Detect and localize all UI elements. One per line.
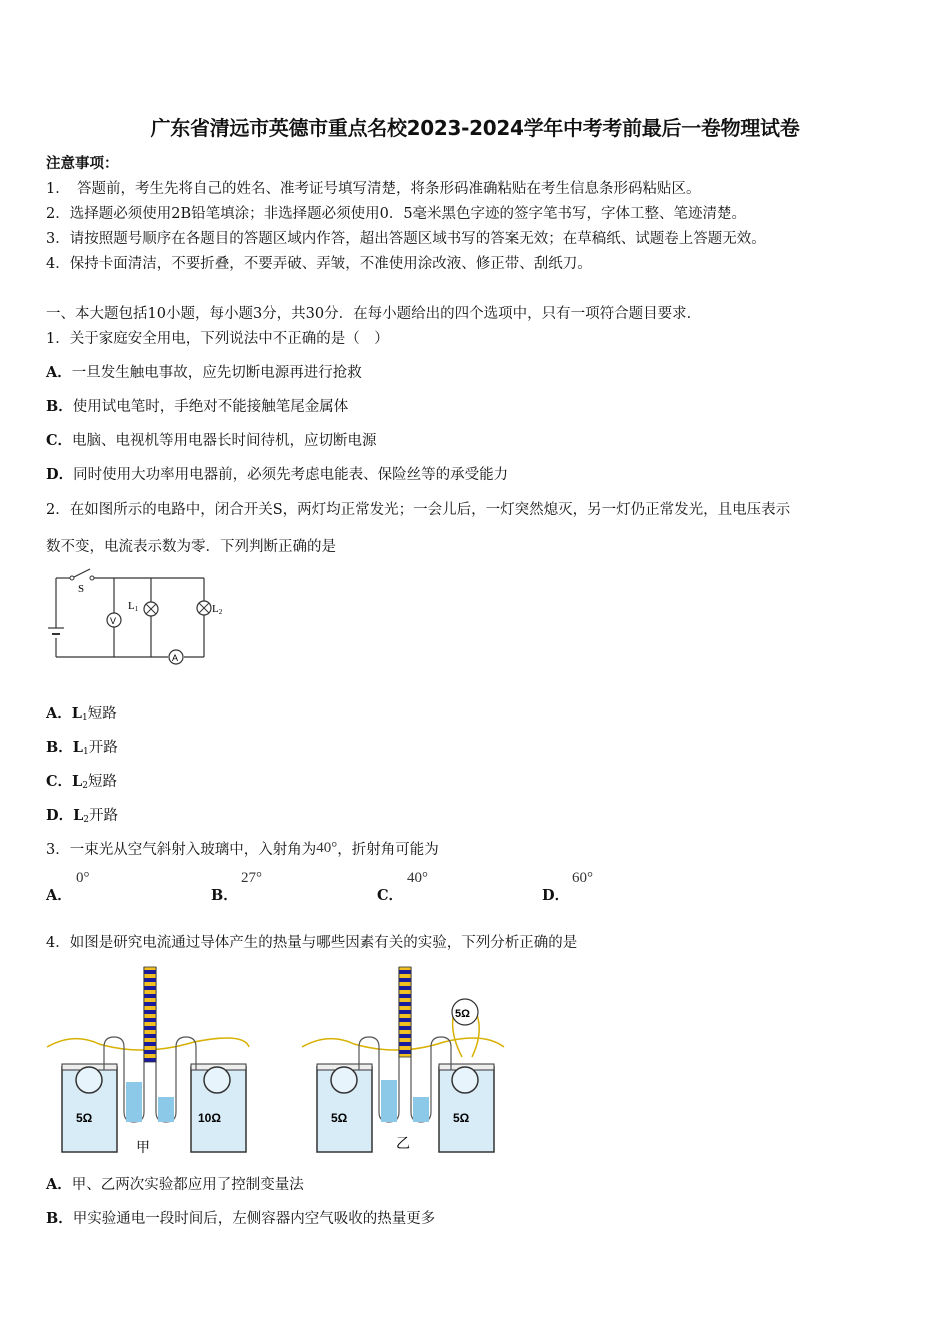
notice-item: 4．保持卡面清洁，不要折叠，不要弄破、弄皱，不准使用涂改液、修正带、刮纸刀。	[46, 256, 592, 272]
question-2-stem-line2: 数不变，电流表示数为零．下列判断正确的是	[46, 539, 336, 555]
resistor-label: 5Ω	[455, 1008, 470, 1020]
q4-option-b: B．甲实验通电一段时间后，左侧容器内空气吸收的热量更多	[46, 1210, 436, 1227]
notice-heading: 注意事项：	[46, 155, 119, 172]
lamp-l1-label: L1	[128, 600, 139, 613]
q1-option-b: B．使用试电笔时，手绝对不能接触笔尾金属体	[46, 398, 349, 415]
q4-option-a: A．甲、乙两次实验都应用了控制变量法	[46, 1176, 304, 1193]
q3-option-b: B． 27°	[211, 870, 262, 904]
notice-item: 3．请按照题号顺序在各题目的答题区域内作答，超出答题区域书写的答案无效；在草稿纸、试题卷上答题无效。	[46, 231, 766, 247]
resistor-label: 10Ω	[198, 1111, 221, 1125]
q2-option-b: B．$L_1$开路	[46, 739, 118, 757]
figure-caption: 甲	[136, 1140, 150, 1156]
q3-option-d: D． 60°	[542, 870, 593, 904]
apparatus-jia	[47, 967, 249, 1156]
resistor-label: 5Ω	[453, 1111, 470, 1125]
heating-experiment-figure	[44, 962, 509, 1157]
q1-option-a: A．一旦发生触电事故，应先切断电源再进行抢救	[46, 364, 362, 381]
page-title: 广东省清远市英德市重点名校2023-2024学年中考考前最后一卷物理试卷	[150, 116, 800, 140]
resistor-label: 5Ω	[76, 1111, 93, 1125]
switch-label: S	[78, 583, 85, 595]
question-3-stem: 3．一束光从空气斜射入玻璃中，入射角为40°，折射角可能为	[46, 840, 439, 858]
q2-option-a: A．$L_1$短路	[46, 705, 117, 723]
q1-option-d: D．同时使用大功率用电器前，必须先考虑电能表、保险丝等的承受能力	[46, 466, 509, 483]
notice-item: 2．选择题必须使用2B铅笔填涂；非选择题必须使用0．5毫米黑色字迹的签字笔书写，字体工整、笔迹清楚。	[46, 206, 747, 222]
question-2-stem-line1: 2．在如图所示的电路中，闭合开关S，两灯均正常发光；一会儿后，一灯突然熄灭，另一灯仍正常发光，且电压表示	[46, 502, 791, 518]
circuit-diagram	[44, 565, 244, 670]
q2-option-c: C．$L_2$短路	[46, 773, 117, 791]
q1-option-c: C．电脑、电视机等用电器长时间待机，应切断电源	[46, 432, 377, 449]
ammeter-label: A	[172, 653, 179, 663]
notice-item: 1． 答题前，考生先将自己的姓名、准考证号填写清楚，将条形码准确粘贴在考生信息条形码粘贴区。	[46, 181, 701, 197]
q3-option-c: C． 40°	[377, 870, 428, 904]
apparatus-yi	[302, 967, 504, 1152]
voltmeter-label: V	[110, 616, 117, 626]
switch-blade	[72, 569, 90, 578]
question-1-stem: 1．关于家庭安全用电，下列说法中不正确的是（ ）	[46, 331, 389, 347]
lamp-l2-label: L2	[212, 603, 223, 616]
figure-caption: 乙	[396, 1136, 410, 1152]
question-4-stem: 4．如图是研究电流通过导体产生的热量与哪些因素有关的实验，下列分析正确的是	[46, 935, 578, 951]
q3-option-a: A． 0°	[46, 870, 90, 904]
section-heading: 一、本大题包括10小题，每小题3分，共30分．在每小题给出的四个选项中，只有一项符合题目要求．	[46, 306, 702, 322]
resistor-label: 5Ω	[331, 1111, 348, 1125]
q2-option-d: D．$L_2$开路	[46, 807, 119, 825]
